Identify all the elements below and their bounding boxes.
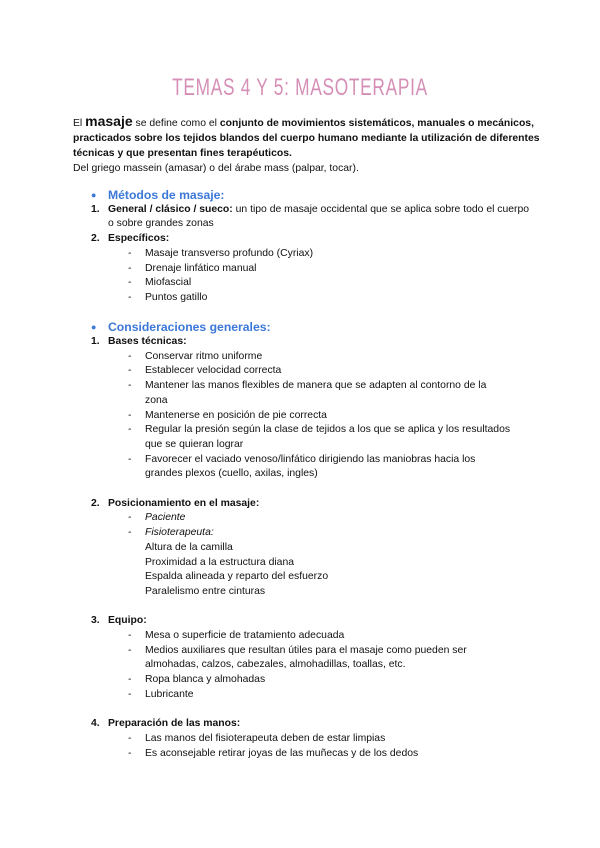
dash-icon: - bbox=[128, 512, 132, 524]
intro-text: El bbox=[73, 118, 83, 129]
sub-item-text: Miofascial bbox=[145, 277, 192, 289]
sub-item bbox=[91, 629, 531, 644]
sub-item bbox=[91, 247, 531, 262]
sub-item bbox=[91, 364, 531, 379]
etymology: Del griego massein (amasar) o del árabe mass (palpar, tocar). bbox=[73, 163, 359, 174]
sub-item bbox=[91, 511, 531, 526]
dash-icon: - bbox=[128, 291, 132, 303]
sub-item-text: Masaje transverso profundo (Cyriax) bbox=[145, 247, 314, 259]
sub-item bbox=[91, 291, 531, 306]
intro-paragraph bbox=[73, 114, 543, 176]
dash-icon: - bbox=[128, 424, 132, 436]
sub-item bbox=[91, 409, 531, 424]
sub-item-text: Ropa blanca y almohadas bbox=[145, 674, 266, 686]
dash-icon: - bbox=[128, 688, 132, 700]
dash-icon: - bbox=[128, 247, 132, 259]
list-item bbox=[91, 335, 531, 350]
sub-item-text: Regular la presión según la clase de tejidos a los que se aplica y los resultados que se quieran lograr bbox=[145, 424, 511, 450]
dash-icon: - bbox=[128, 409, 132, 421]
sub-item bbox=[91, 688, 531, 703]
dash-icon: - bbox=[128, 380, 132, 392]
list-item bbox=[91, 232, 531, 247]
sub-item bbox=[91, 423, 531, 452]
item-label: Posicionamiento en el masaje: bbox=[108, 497, 260, 509]
section-metodos bbox=[91, 188, 531, 761]
dash-icon: - bbox=[128, 365, 132, 377]
sub-item bbox=[91, 673, 531, 688]
sub-item-text: Mantener las manos flexibles de manera que se adapten al contorno de la zona bbox=[145, 380, 487, 406]
dash-icon: - bbox=[128, 350, 132, 362]
dash-icon: - bbox=[128, 453, 132, 465]
sub-item bbox=[91, 350, 531, 365]
item-label: Preparación de las manos: bbox=[108, 718, 241, 730]
sub-item bbox=[91, 276, 531, 291]
sub-item-text: Mantenerse en posición de pie correcta bbox=[145, 409, 327, 421]
item-number: 2. bbox=[91, 497, 100, 509]
intro-text: se define como el bbox=[132, 118, 220, 129]
sub-item bbox=[91, 732, 531, 747]
bullet-icon: ● bbox=[91, 190, 97, 200]
sub-item-text: Lubricante bbox=[145, 688, 194, 700]
item-number: 2. bbox=[91, 233, 100, 245]
sub-detail: Altura de la camilla bbox=[145, 541, 233, 553]
list-item bbox=[91, 203, 531, 232]
item-number: 1. bbox=[91, 336, 100, 348]
heading-consideraciones bbox=[91, 320, 531, 335]
sub-item-text: Las manos del fisioterapeuta deben de estar limpias bbox=[145, 732, 386, 744]
sub-item bbox=[91, 747, 531, 762]
heading-text: Consideraciones generales: bbox=[108, 320, 271, 335]
item-label: General / clásico / sueco: bbox=[108, 203, 233, 215]
dash-icon: - bbox=[128, 262, 132, 274]
keyword-masaje: masaje bbox=[85, 113, 133, 129]
item-number: 3. bbox=[91, 615, 100, 627]
sub-item-text: Puntos gatillo bbox=[145, 291, 208, 303]
dash-icon: - bbox=[128, 732, 132, 744]
dash-icon: - bbox=[128, 674, 132, 686]
item-label: Específicos: bbox=[108, 233, 170, 245]
list-item bbox=[91, 497, 531, 512]
sub-item-text: Establecer velocidad correcta bbox=[145, 365, 282, 377]
sub-item bbox=[91, 379, 531, 408]
sub-item-text: Conservar ritmo uniforme bbox=[145, 350, 263, 362]
list-item bbox=[91, 614, 531, 629]
sub-item-text: Es aconsejable retirar joyas de las muñecas y de los dedos bbox=[145, 747, 419, 759]
bullet-icon: ● bbox=[91, 322, 97, 333]
sub-item-text: Mesa o superficie de tratamiento adecuada bbox=[145, 630, 345, 642]
sub-detail: Proximidad a la estructura diana bbox=[145, 556, 295, 568]
sub-item-text: Favorecer el vaciado venoso/linfático dirigiendo las maniobras hacia los grandes plexos (cuello, axilas, ingles) bbox=[145, 453, 476, 480]
dash-icon: - bbox=[128, 644, 132, 656]
sub-item bbox=[91, 526, 531, 541]
item-number: 4. bbox=[91, 718, 100, 730]
dash-icon: - bbox=[128, 630, 132, 642]
item-label: Equipo: bbox=[108, 615, 147, 627]
heading-metodos bbox=[91, 188, 531, 203]
sub-item-text: Paciente bbox=[145, 512, 186, 524]
sub-item-text: Fisioterapeuta: bbox=[145, 527, 214, 539]
sub-item bbox=[91, 644, 531, 673]
sub-item-text: Medios auxiliares que resultan útiles para el masaje como pueden ser almohadas, calzos, cabezales, almohadillas, toallas, etc. bbox=[145, 644, 467, 671]
item-number: 1. bbox=[91, 203, 100, 215]
dash-icon: - bbox=[128, 747, 132, 759]
page-title: TEMAS 4 Y 5: MASOTERAPIA bbox=[172, 74, 428, 101]
sub-detail: Espalda alineada y reparto del esfuerzo bbox=[145, 571, 329, 583]
sub-item bbox=[91, 453, 531, 482]
sub-detail: Paralelismo entre cinturas bbox=[145, 585, 266, 597]
sub-item-text: Drenaje linfático manual bbox=[145, 262, 257, 274]
definition: conjunto de movimientos sistemáticos, manuales o mecánicos, practicados sobre los tejidos blandos del cuerpo humano mediante la utilización de diferentes técnicas y que presentan fines terapéuticos. bbox=[73, 118, 540, 159]
dash-icon: - bbox=[128, 527, 132, 539]
list-item bbox=[91, 717, 531, 732]
heading-text: Métodos de masaje: bbox=[108, 188, 225, 202]
item-label: Bases técnicas: bbox=[108, 336, 187, 348]
dash-icon: - bbox=[128, 277, 132, 289]
item-text: un tipo de masaje occidental que se aplica sobre todo el cuerpo o sobre grandes zonas bbox=[108, 203, 530, 230]
sub-item bbox=[91, 262, 531, 277]
